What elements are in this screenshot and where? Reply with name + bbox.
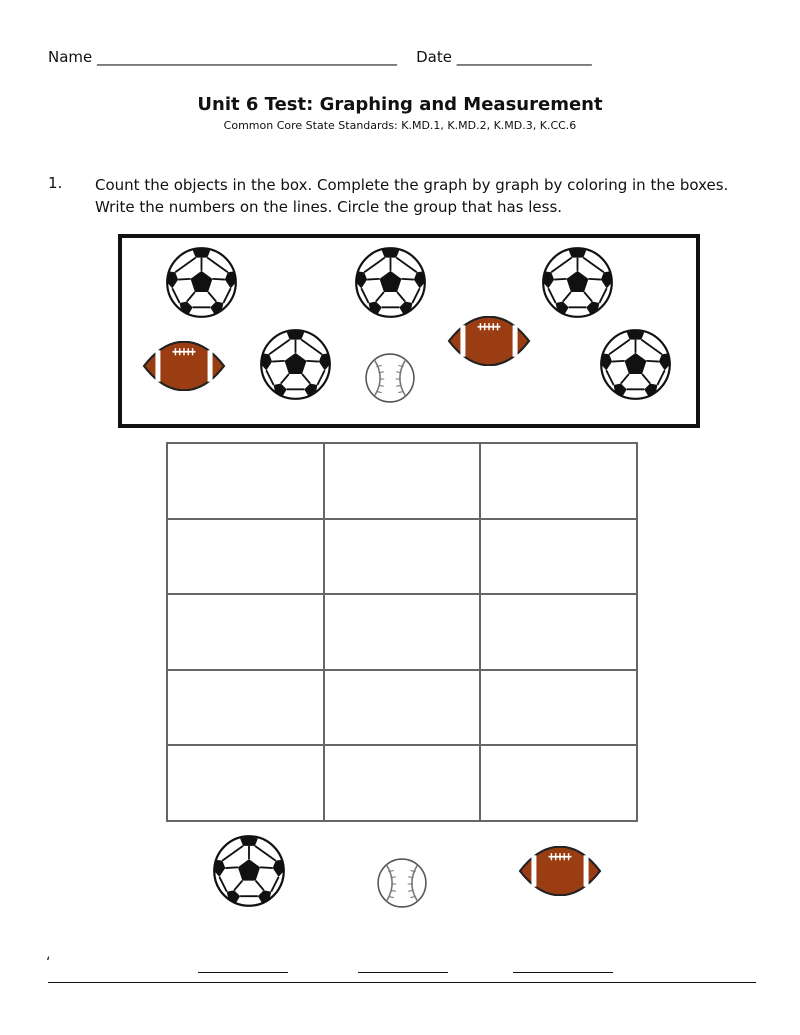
baseball-icon — [364, 352, 416, 404]
page-title: Unit 6 Test: Graphing and Measurement — [197, 94, 603, 115]
answer-line-soccer[interactable] — [198, 972, 288, 973]
bar-graph-grid — [166, 442, 638, 822]
answer-line-baseball[interactable] — [358, 972, 448, 973]
name-field[interactable]: Name ________________________________________ — [48, 48, 398, 66]
graph-cell[interactable] — [481, 671, 638, 747]
graph-cell[interactable] — [168, 671, 325, 747]
bottom-rule — [48, 982, 756, 983]
soccer-ball-icon — [599, 328, 672, 401]
soccer-ball-icon — [165, 246, 238, 319]
graph-cell[interactable] — [481, 595, 638, 671]
baseball-icon — [376, 857, 428, 909]
name-date-line — [48, 48, 592, 66]
question-text — [95, 174, 728, 218]
graph-cell[interactable] — [168, 746, 325, 822]
soccer-ball-icon — [541, 246, 614, 319]
question-number: 1. — [48, 174, 63, 192]
football-icon — [446, 316, 532, 366]
graph-cell[interactable] — [481, 444, 638, 520]
graph-cell[interactable] — [481, 520, 638, 596]
graph-cell[interactable] — [481, 746, 638, 822]
football-icon — [141, 341, 227, 391]
question-line-2: Write the numbers on the lines. Circle the group that has less. — [95, 198, 563, 216]
football-icon — [517, 846, 603, 896]
soccer-ball-icon — [259, 328, 332, 401]
date-field[interactable]: Date __________________ — [416, 48, 592, 66]
graph-cell[interactable] — [325, 595, 482, 671]
graph-cell[interactable] — [325, 444, 482, 520]
graph-cell[interactable] — [168, 520, 325, 596]
graph-cell[interactable] — [168, 595, 325, 671]
graph-cell[interactable] — [168, 444, 325, 520]
graph-cell[interactable] — [325, 671, 482, 747]
answer-line-football[interactable] — [513, 972, 613, 973]
soccer-ball-icon — [354, 246, 427, 319]
question-line-1: Count the objects in the box. Complete the graph by graph by coloring in the boxes. — [95, 176, 729, 194]
graph-cell[interactable] — [325, 746, 482, 822]
standards-subtitle: Common Core State Standards: K.MD.1, K.MD.2, K.MD.3, K.CC.6 — [223, 119, 577, 132]
stray-mark: ‘ — [46, 955, 51, 971]
graph-cell[interactable] — [325, 520, 482, 596]
soccer-ball-icon — [212, 834, 286, 908]
